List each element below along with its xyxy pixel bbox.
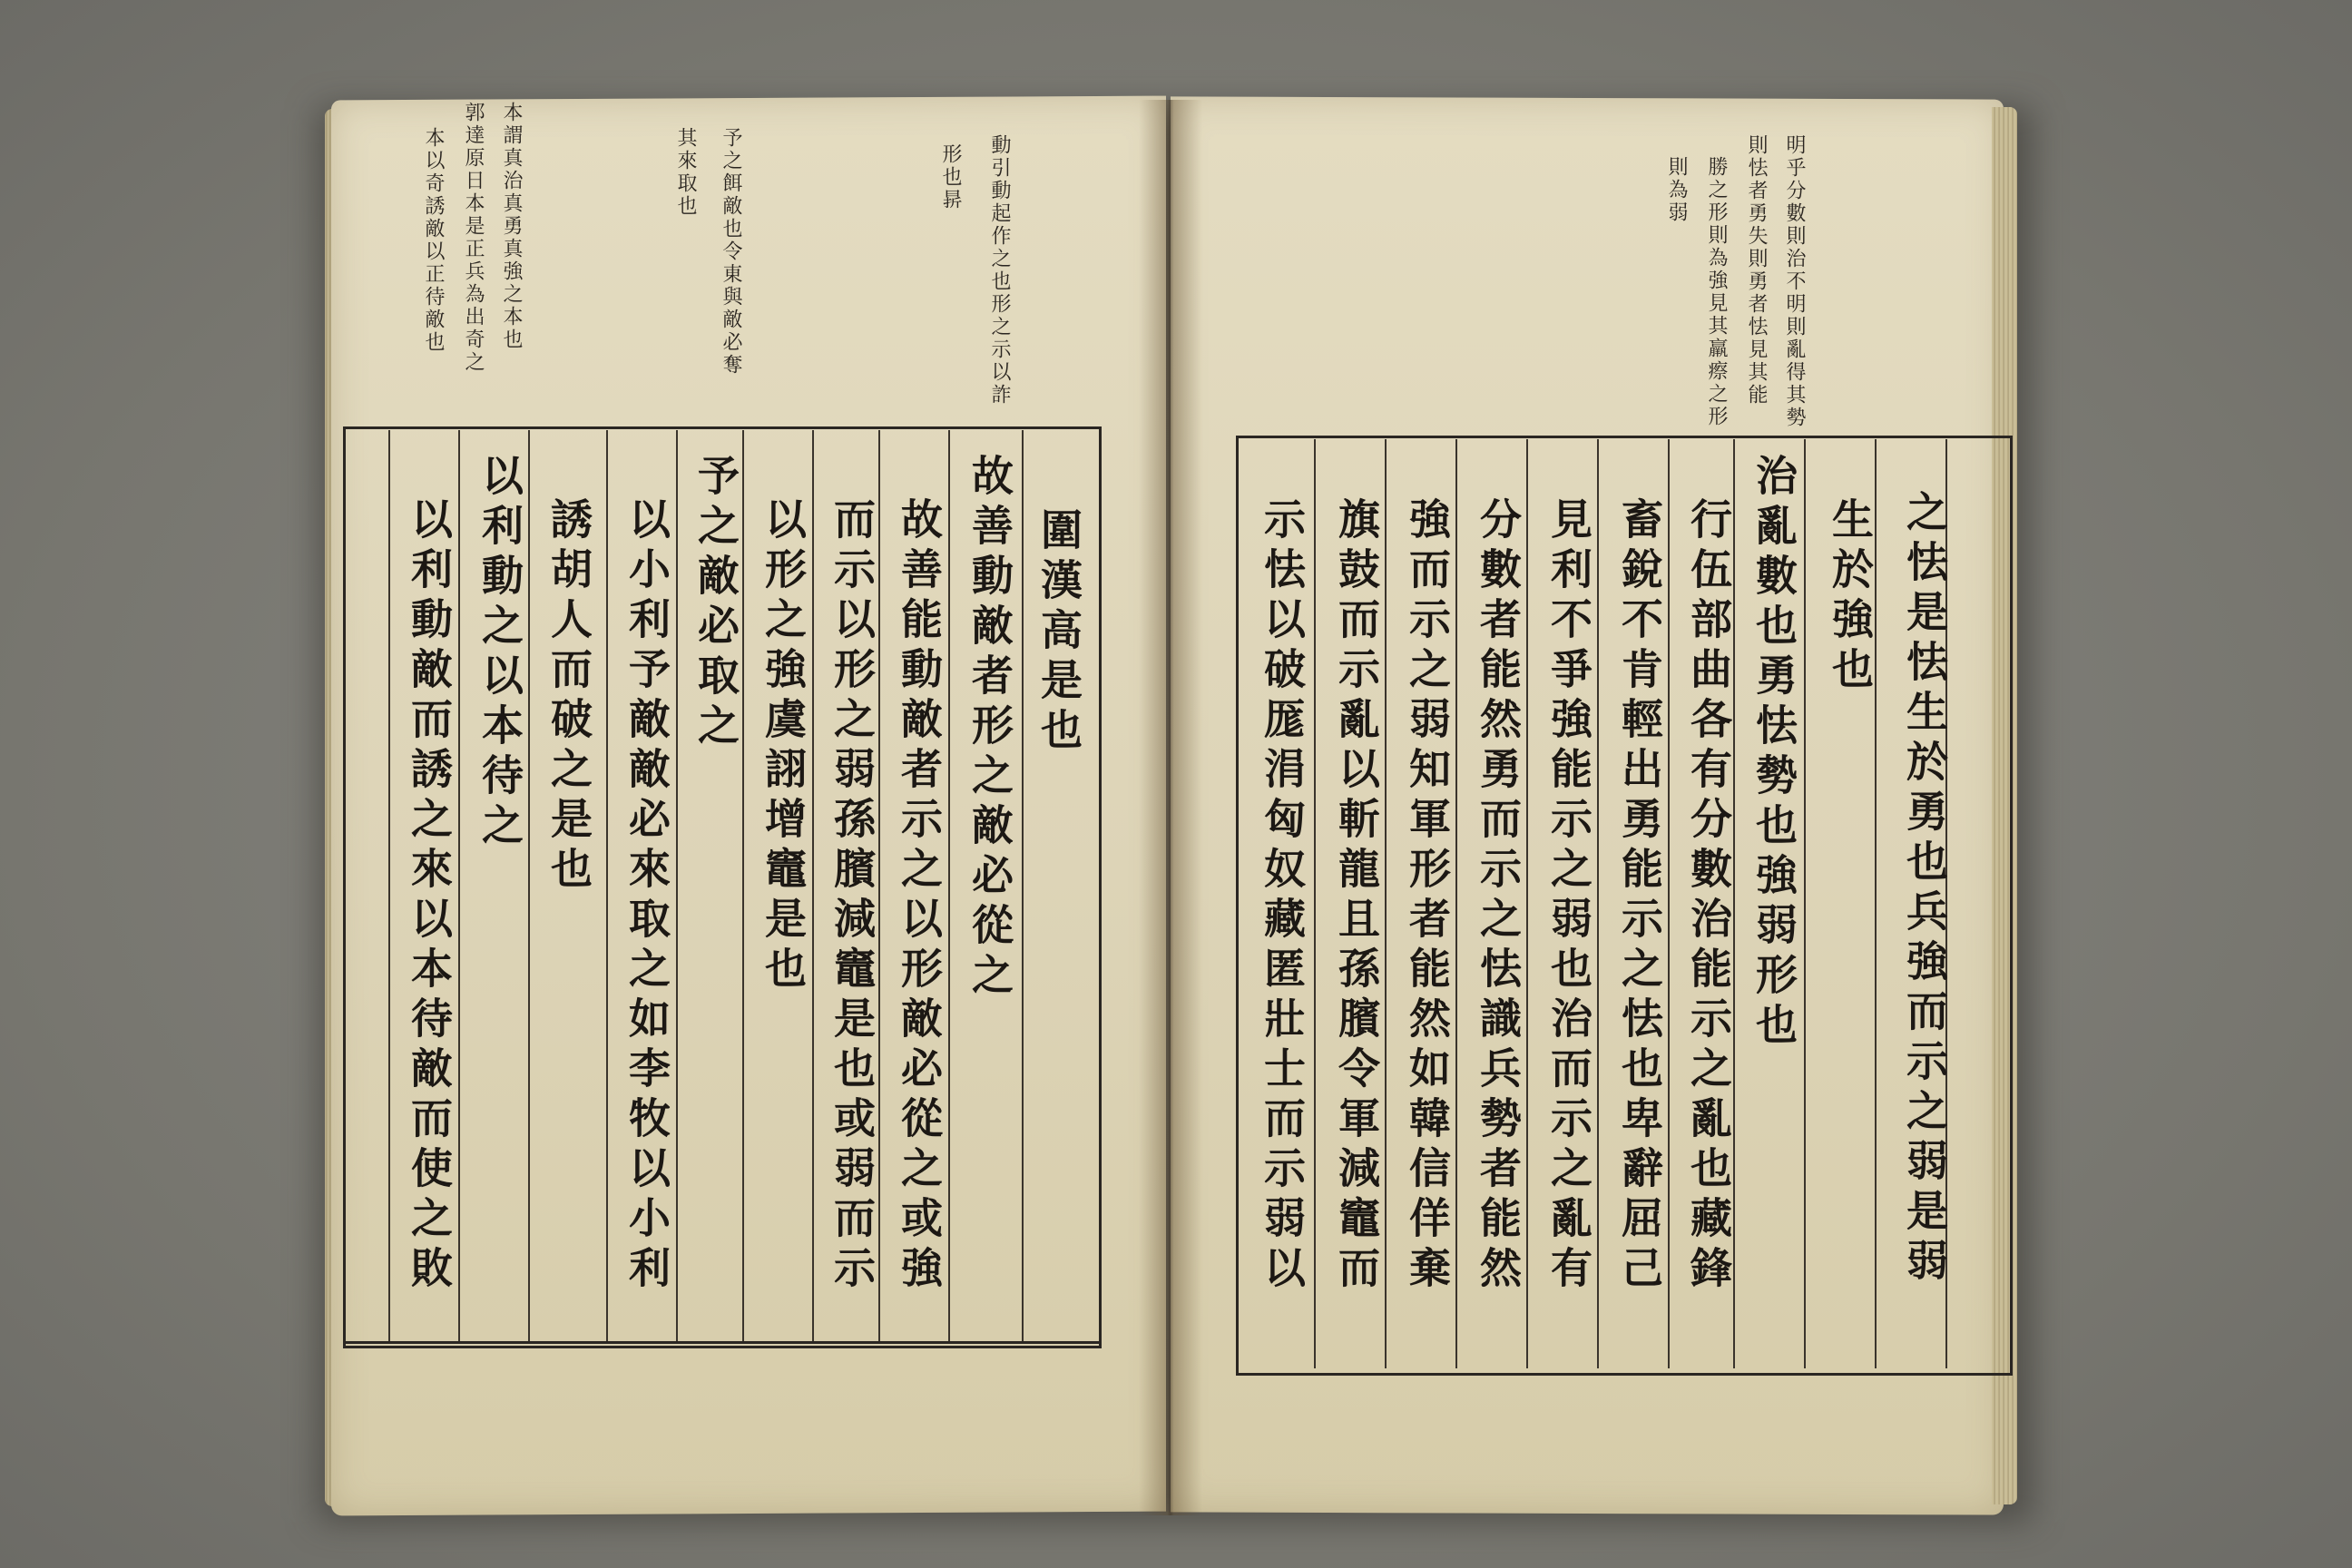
left-commentary-line: 形也𣇄 <box>939 143 962 211</box>
left-commentary-line: 予之餌敵也令東與敵必奪 <box>720 127 742 377</box>
main-text-column: 示怯以破厖涓匈奴藏匿壯士而示弱以 <box>1258 497 1307 1296</box>
left-bottom-rule <box>343 1341 1102 1344</box>
main-text-column: 治亂數也勇怯勢也強弱形也 <box>1749 454 1798 1053</box>
right-commentary-line: 勝之形則為強見其羸瘵之形 <box>1705 156 1728 428</box>
main-text-column: 旗鼓而示亂以斬龍且孫臏令軍減竈而 <box>1332 497 1381 1296</box>
main-text-column: 之怯是怯生於勇也兵強而示之弱是弱 <box>1900 490 1949 1289</box>
right-commentary-line: 則為弱 <box>1665 156 1688 224</box>
main-text-column: 故善能動敵者示之以形敵必從之或強 <box>895 497 944 1296</box>
main-text-column: 行伍部曲各有分數治能示之亂也藏鋒 <box>1684 497 1733 1296</box>
main-text-column: 強而示之弱知軍形者能然如韓信佯棄 <box>1403 497 1452 1296</box>
main-text-column: 以利動之以本待之 <box>475 454 524 853</box>
main-text-column: 故善動敵者形之敵必從之 <box>965 454 1014 1003</box>
left-commentary-line: 郭達原日本是正兵為出奇之 <box>462 102 485 374</box>
column-rule <box>606 430 608 1341</box>
main-text-column: 而示以形之弱孫臏減竈是也或弱而示 <box>828 497 877 1296</box>
book-gutter <box>1139 100 1202 1515</box>
main-text-column: 以小利予敵敵必來取之如李牧以小利 <box>622 497 671 1296</box>
left-commentary-line: 動引動起作之也形之示以詐 <box>988 134 1011 407</box>
main-text-column: 予之敵必取之 <box>691 454 740 753</box>
main-text-column: 見利不爭強能示之弱也治而示之亂有 <box>1544 497 1593 1296</box>
main-text-column: 生於強也 <box>1826 497 1875 697</box>
right-commentary-line: 明乎分數則治不明則亂得其勢 <box>1783 134 1806 429</box>
main-text-column: 畜銳不肯輕出勇能示之怯也卑辭屈己 <box>1615 497 1664 1296</box>
left-commentary-line: 本謂真治真勇真強之本也 <box>500 102 523 351</box>
column-rule <box>1804 439 1806 1368</box>
right-commentary-line: 則怯者勇失則勇者怯見其能 <box>1745 134 1768 407</box>
main-text-column: 以利動敵而誘之來以本待敵而使之敗 <box>405 497 454 1296</box>
main-text-column: 誘胡人而破之是也 <box>544 497 593 897</box>
column-rule <box>1314 439 1316 1368</box>
left-commentary-line: 本以奇誘敵以正待敵也 <box>422 127 445 354</box>
main-text-column: 以形之強虞詡增竈是也 <box>759 497 808 996</box>
column-rule <box>1022 430 1024 1341</box>
main-text-column: 圍漢高是也 <box>1034 508 1083 758</box>
main-text-column: 分數者能然勇而示之怯識兵勢者能然 <box>1474 497 1523 1296</box>
left-commentary-line: 其來取也 <box>674 127 697 218</box>
column-rule <box>388 430 390 1341</box>
